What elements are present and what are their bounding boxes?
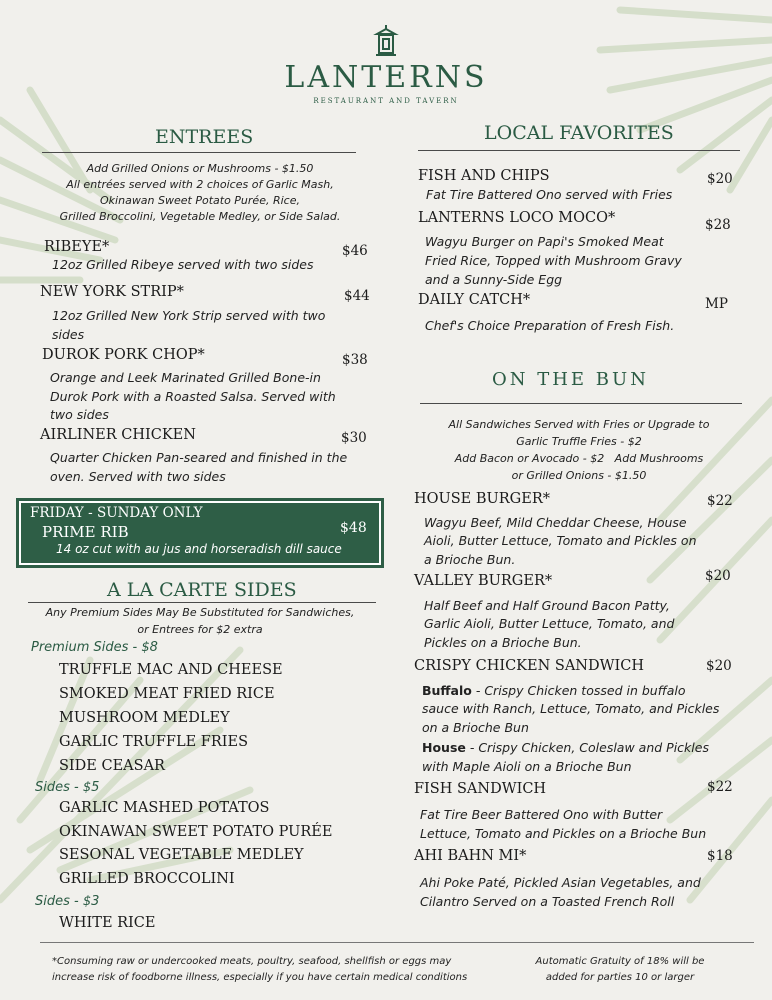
entrees-note: Okinawan Sweet Potato Purée, Rice, (100, 194, 300, 207)
menu-item-description: Chef's Choice Preparation of Fresh Fish. (425, 318, 675, 333)
side-group-label: Sides - $3 (35, 894, 100, 909)
footer-gratuity: added for parties 10 or larger (545, 972, 695, 983)
menu-item-name: HOUSE BURGER* (414, 491, 551, 507)
variant-label-buffalo: Buffalo (422, 683, 472, 698)
menu-item-description: sides (52, 327, 85, 342)
menu-item-price: $20 (706, 658, 732, 674)
menu-item-description: Durok Pork with a Roasted Salsa. Served with (50, 389, 336, 404)
menu-item-name: DUROK PORK CHOP* (42, 347, 205, 363)
sides-note: Any Premium Sides May Be Substituted for Sandwiches, (45, 606, 355, 619)
side-item: GARLIC MASHED POTATOS (59, 800, 270, 816)
menu-item-description: 12oz Grilled Ribeye served with two sides (52, 257, 314, 272)
menu-item-price: $22 (707, 779, 733, 795)
footer-warning: *Consuming raw or undercooked meats, poultry, seafood, shellfish or eggs may (52, 956, 452, 967)
variant-label-house: House (422, 740, 466, 755)
footer-warning: increase risk of foodborne illness, especially if you have certain medical conditions (52, 972, 468, 983)
menu-item-name: FISH SANDWICH (414, 781, 547, 797)
side-item: SMOKED MEAT FRIED RICE (59, 686, 275, 702)
side-item: GRILLED BROCCOLINI (59, 871, 235, 887)
menu-item-description (422, 681, 686, 700)
side-item: GARLIC TRUFFLE FRIES (59, 734, 249, 750)
on-the-bun-note: Add Bacon or Avocado - $2 Add Mushrooms (454, 452, 704, 465)
menu-item-name: FISH AND CHIPS (418, 168, 550, 184)
menu-item-name: AHI BAHN MI* (414, 848, 527, 864)
side-item: MUSHROOM MEDLEY (59, 710, 230, 726)
on-the-bun-note: or Grilled Onions - $1.50 (511, 469, 647, 482)
lantern-logo-icon (372, 24, 400, 60)
menu-item-description: Quarter Chicken Pan-seared and finished in the (50, 450, 348, 465)
menu-item-price: $44 (344, 288, 370, 304)
entrees-divider (42, 152, 356, 153)
menu-item-description: Ahi Poke Paté, Pickled Asian Vegetables, and (420, 875, 701, 890)
menu-item-description: Wagyu Beef, Mild Cheddar Cheese, House (424, 515, 687, 530)
side-item: TRUFFLE MAC AND CHEESE (59, 662, 283, 678)
side-item: SIDE CEASAR (59, 758, 165, 774)
variant-desc: - Crispy Chicken, Coleslaw and Pickles (465, 740, 709, 755)
menu-item-description: with Maple Aioli on a Brioche Bun (422, 759, 632, 774)
on-the-bun-divider (420, 403, 742, 404)
menu-item-price: $38 (342, 352, 368, 368)
menu-item-description: Fried Rice, Topped with Mushroom Gravy (425, 253, 682, 268)
sides-heading: A LA CARTE SIDES (107, 579, 297, 601)
menu-item-description: a Brioche Bun. (424, 552, 516, 567)
menu-item-description: Pickles on a Brioche Bun. (424, 635, 582, 650)
menu-item-price: MP (705, 296, 728, 312)
menu-item-description: Fat Tire Beer Battered Ono with Butter (420, 807, 663, 822)
menu-item-price: $20 (705, 568, 731, 584)
on-the-bun-heading: ON THE BUN (492, 369, 649, 390)
menu-item-description: Half Beef and Half Ground Bacon Patty, (424, 598, 670, 613)
entrees-note: All entrées served with 2 choices of Garlic Mash, (66, 178, 334, 191)
menu-item-description: Garlic Aioli, Butter Lettuce, Tomato, and (424, 616, 675, 631)
side-item: SESONAL VEGETABLE MEDLEY (59, 847, 304, 863)
on-the-bun-note: Garlic Truffle Fries - $2 (516, 435, 642, 448)
entrees-note: Grilled Broccolini, Vegetable Medley, or Side Salad. (59, 210, 341, 223)
menu-item-price: $22 (707, 493, 733, 509)
menu-item-description: Aioli, Butter Lettuce, Tomato and Pickles on (424, 533, 697, 548)
menu-item-description: Wagyu Burger on Papi's Smoked Meat (425, 234, 664, 249)
on-the-bun-note: All Sandwiches Served with Fries or Upgrade to (448, 418, 710, 431)
special-item-description: 14 oz cut with au jus and horseradish dill sauce (56, 542, 342, 556)
menu-item-description: Cilantro Served on a Toasted French Roll (420, 894, 675, 909)
menu-item-price: $28 (705, 217, 731, 233)
menu-item-price: $20 (707, 171, 733, 187)
local-favorites-heading: LOCAL FAVORITES (484, 122, 674, 144)
menu-item-description: Fat Tire Battered Ono served with Fries (426, 187, 673, 202)
menu-item-price: $30 (341, 430, 367, 446)
special-item-price: $48 (340, 520, 367, 536)
sides-note: or Entrees for $2 extra (137, 623, 263, 636)
special-item-name: PRIME RIB (42, 523, 129, 541)
side-group-label: Sides - $5 (35, 780, 100, 795)
local-favorites-divider (418, 150, 740, 151)
menu-item-description: 12oz Grilled New York Strip served with two (52, 308, 326, 323)
footer-gratuity: Automatic Gratuity of 18% will be (535, 956, 705, 967)
menu-item-description: and a Sunny-Side Egg (425, 272, 563, 287)
sides-divider (28, 602, 376, 603)
side-item: OKINAWAN SWEET POTATO PURÉE (59, 824, 333, 840)
entrees-heading: ENTREES (155, 126, 254, 148)
menu-item-description: Orange and Leek Marinated Grilled Bone-in (50, 370, 321, 385)
menu-item-price: $46 (342, 243, 368, 259)
side-item: WHITE RICE (59, 915, 156, 931)
menu-item-description: two sides (50, 407, 109, 422)
footer-divider (40, 942, 754, 943)
menu-item-name: NEW YORK STRIP* (40, 284, 184, 300)
menu-item-description: sauce with Ranch, Lettuce, Tomato, and Pickles (422, 701, 720, 716)
menu-item-name: CRISPY CHICKEN SANDWICH (414, 658, 644, 674)
menu-item-name: VALLEY BURGER* (414, 573, 553, 589)
menu-item-description (422, 738, 709, 757)
restaurant-name: LANTERNS (284, 60, 488, 95)
menu-item-name: AIRLINER CHICKEN (40, 427, 196, 443)
menu-item-description: on a Brioche Bun (422, 720, 529, 735)
menu-item-name: DAILY CATCH* (418, 292, 531, 308)
entrees-note: Add Grilled Onions or Mushrooms - $1.50 (86, 162, 314, 175)
menu-item-name: RIBEYE* (44, 239, 110, 255)
restaurant-tagline: RESTAURANT AND TAVERN (313, 97, 459, 105)
special-banner: FRIDAY - SUNDAY ONLY (30, 505, 203, 521)
menu-item-name: LANTERNS LOCO MOCO* (418, 210, 616, 226)
side-group-label: Premium Sides - $8 (31, 640, 158, 655)
menu-item-description: oven. Served with two sides (50, 469, 226, 484)
variant-desc: - Crispy Chicken tossed in buffalo (471, 683, 686, 698)
menu-item-price: $18 (707, 848, 733, 864)
menu-item-description: Lettuce, Tomato and Pickles on a Brioche Bun (420, 826, 707, 841)
